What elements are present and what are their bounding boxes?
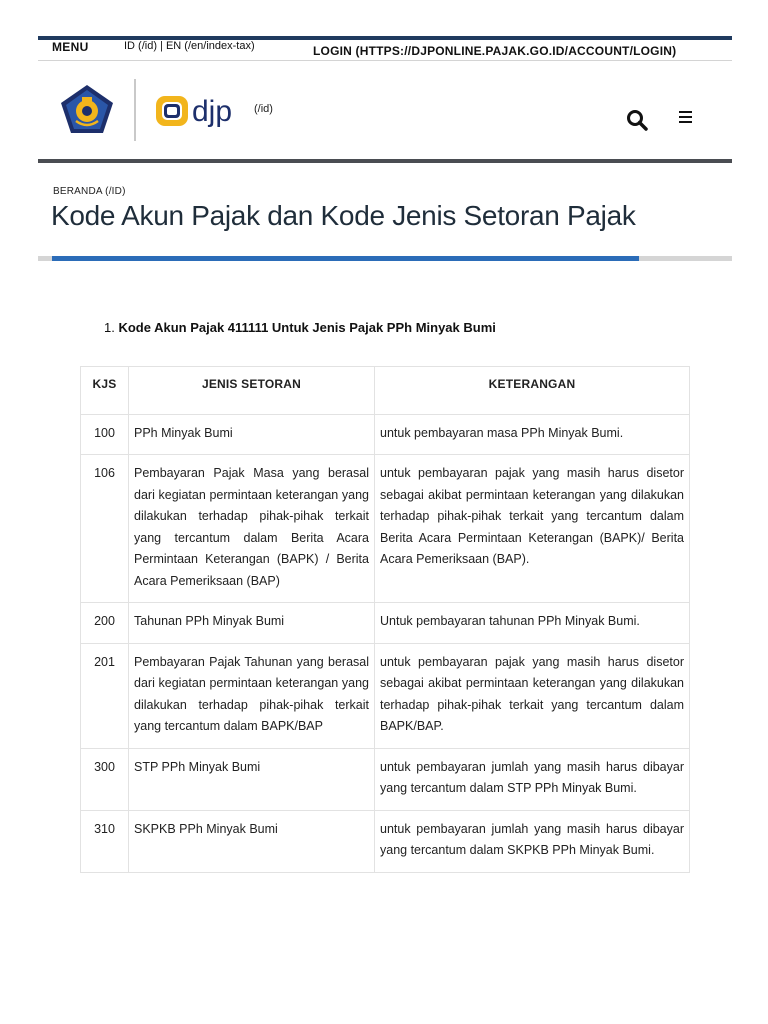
- keterangan-cell: untuk pembayaran masa PPh Minyak Bumi.: [375, 414, 690, 455]
- column-header-jenis-setoran: JENIS SETORAN: [129, 367, 375, 415]
- breadcrumb[interactable]: BERANDA (/ID): [53, 186, 126, 197]
- kjs-cell: 310: [81, 810, 129, 872]
- login-link[interactable]: LOGIN (HTTPS://DJPONLINE.PAJAK.GO.ID/ACCOUNT/LOGIN): [313, 44, 677, 58]
- keterangan-cell: untuk pembayaran pajak yang masih harus disetor sebagai akibat permintaan keterangan yang dilakukan terhadap pihak-pihak terkait yang tercantum dalam Berita Acara Permintaan Keterangan (BAPK)/ Berita Acara Pemeriksaan (BAP).: [375, 455, 690, 603]
- logo-home-link[interactable]: (/id): [254, 103, 273, 115]
- header-divider: [134, 79, 136, 141]
- table-row: [81, 748, 690, 810]
- jenis-cell: Tahunan PPh Minyak Bumi: [129, 603, 375, 644]
- kjs-cell: 201: [81, 643, 129, 748]
- kjs-cell: 106: [81, 455, 129, 603]
- title-underline: [38, 256, 732, 261]
- kjs-table: [80, 366, 690, 873]
- table-row: [81, 810, 690, 872]
- kjs-cell: 100: [81, 414, 129, 455]
- jenis-cell: Pembayaran Pajak Tahunan yang berasal dari kegiatan permintaan keterangan yang dilakukan terhadap pihak-pihak terkait yang tercantum dalam BAPK/BAP: [129, 643, 375, 748]
- page-title: Kode Akun Pajak dan Kode Jenis Setoran Pajak: [51, 200, 636, 231]
- section-heading-text: Kode Akun Pajak 411111 Untuk Jenis Pajak PPh Minyak Bumi: [118, 320, 496, 335]
- menu-link[interactable]: MENU: [52, 40, 89, 54]
- keterangan-cell: untuk pembayaran jumlah yang masih harus dibayar yang tercantum dalam STP PPh Minyak Bumi.: [375, 748, 690, 810]
- section-heading: [104, 320, 496, 335]
- keterangan-cell: Untuk pembayaran tahunan PPh Minyak Bumi.: [375, 603, 690, 644]
- keterangan-cell: untuk pembayaran pajak yang masih harus disetor sebagai akibat permintaan keterangan yang dilakukan terhadap pihak-pihak terkait yang tercantum dalam BAPK/BAP.: [375, 643, 690, 748]
- logo-text: djp: [192, 95, 233, 128]
- column-header-kjs: KJS: [81, 367, 129, 415]
- keterangan-cell: untuk pembayaran jumlah yang masih harus dibayar yang tercantum dalam SKPKB PPh Minyak Bumi.: [375, 810, 690, 872]
- title-underline-accent: [52, 256, 639, 261]
- column-header-keterangan: KETERANGAN: [375, 367, 690, 415]
- jenis-cell: PPh Minyak Bumi: [129, 414, 375, 455]
- kjs-cell: 200: [81, 603, 129, 644]
- top-navigation-bar: [38, 36, 732, 61]
- hamburger-menu-icon[interactable]: [679, 111, 692, 123]
- language-switcher[interactable]: ID (/id) | EN (/en/index-tax): [124, 40, 255, 52]
- djp-logo[interactable]: [154, 91, 244, 131]
- table-row: [81, 455, 690, 603]
- kjs-cell: 300: [81, 748, 129, 810]
- section-number: 1.: [104, 320, 115, 335]
- table-header-row: [81, 367, 690, 415]
- table-row: [81, 414, 690, 455]
- emblem-icon[interactable]: [58, 83, 116, 135]
- jenis-cell: Pembayaran Pajak Masa yang berasal dari kegiatan permintaan keterangan yang dilakukan terhadap pihak-pihak terkait yang tercantum dalam Berita Acara Permintaan Keterangan (BAPK) / Berita Acara Pemeriksaan (BAP): [129, 455, 375, 603]
- jenis-cell: SKPKB PPh Minyak Bumi: [129, 810, 375, 872]
- table-row: [81, 603, 690, 644]
- site-header: [38, 61, 732, 163]
- jenis-cell: STP PPh Minyak Bumi: [129, 748, 375, 810]
- table-row: [81, 643, 690, 748]
- search-icon[interactable]: [626, 109, 648, 131]
